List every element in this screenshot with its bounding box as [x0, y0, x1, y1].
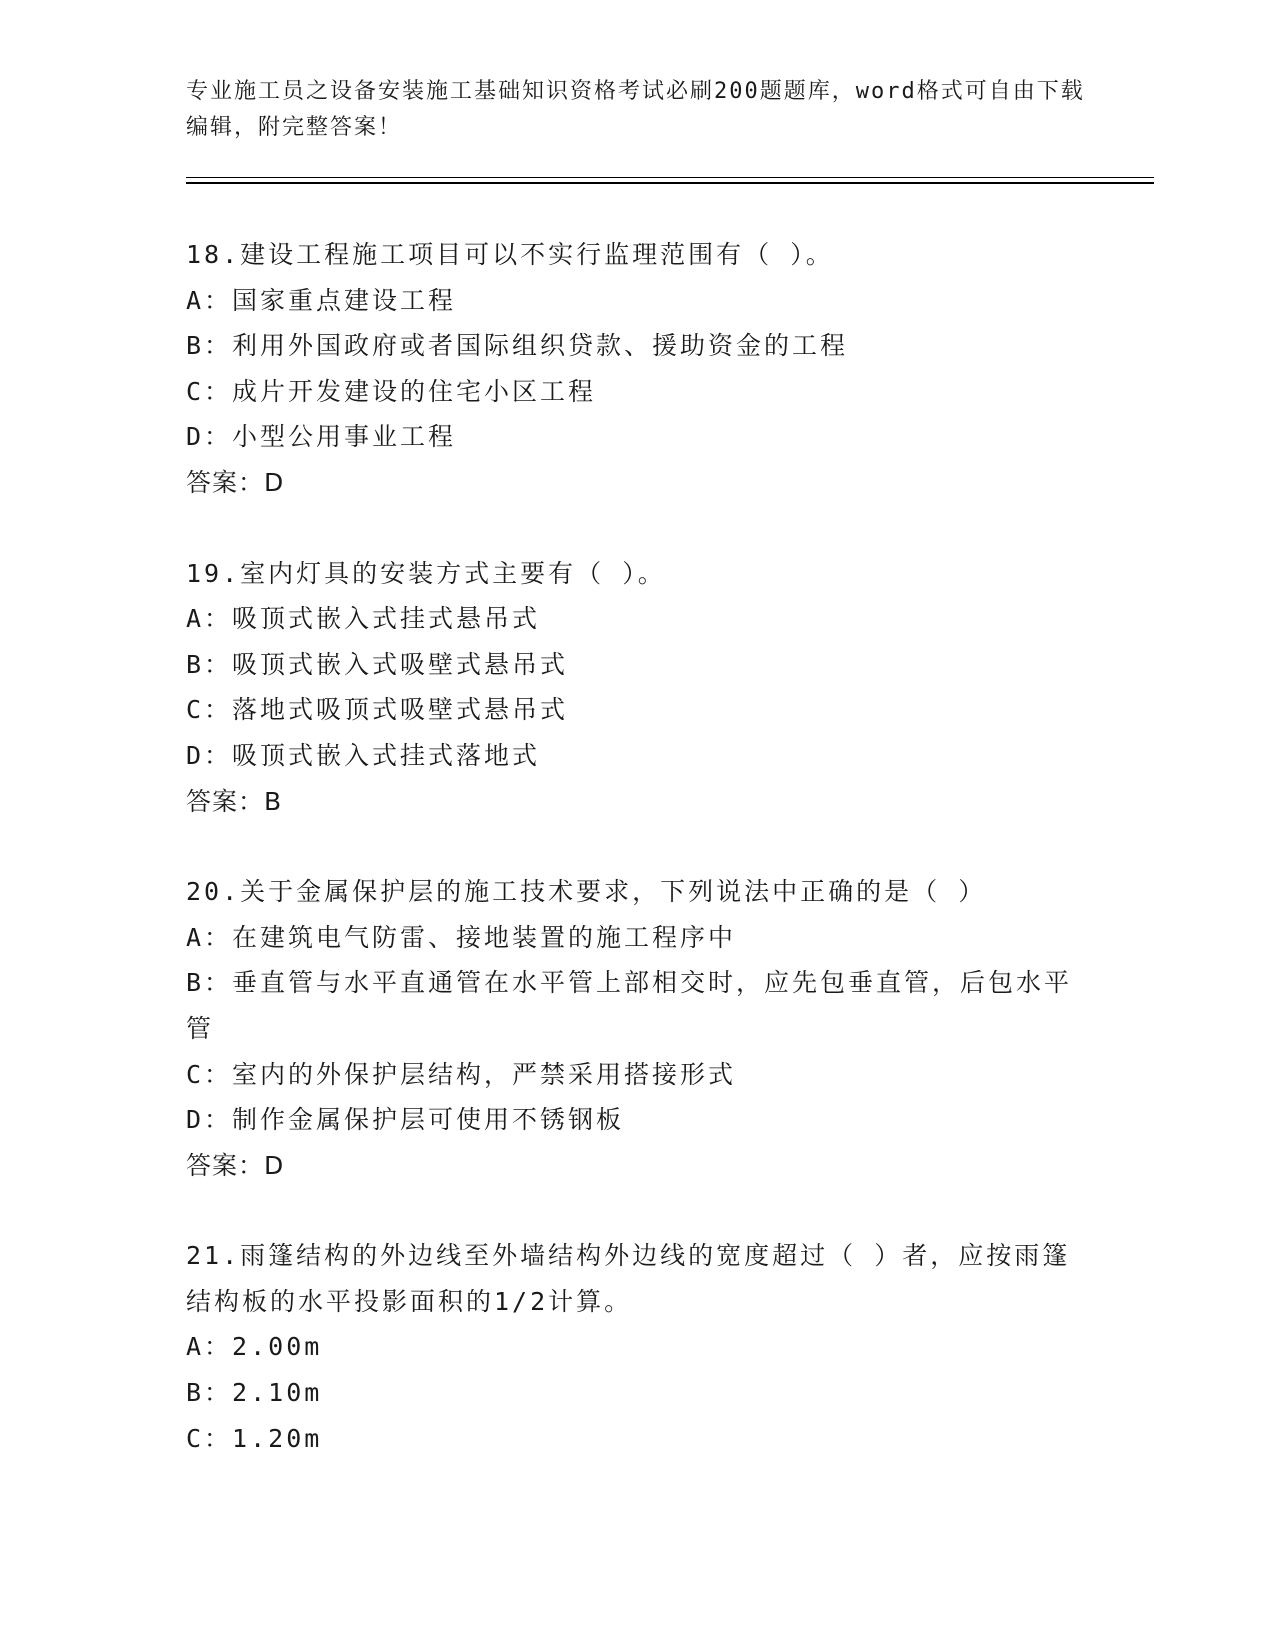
- option-c: C：室内的外保护层结构，严禁采用搭接形式: [186, 1059, 737, 1089]
- question-stem: 20.关于金属保护层的施工技术要求，下列说法中正确的是（ ）: [186, 877, 987, 907]
- option-c: C：落地式吸顶式吸壁式悬吊式: [186, 695, 569, 725]
- option-b: B：垂直管与水平直通管在水平管上部相交时，应先包垂直管，后包水平管: [186, 968, 1073, 1043]
- option-d: D：小型公用事业工程: [186, 422, 457, 452]
- option-c: C：成片开发建设的住宅小区工程: [186, 376, 597, 406]
- question-19: [186, 551, 1086, 825]
- answer-line: 答案：D: [186, 1150, 285, 1180]
- option-d: D：制作金属保护层可使用不锈钢板: [186, 1105, 625, 1135]
- option-a: A：2.00m: [186, 1332, 323, 1362]
- option-a: A：在建筑电气防雷、接地装置的施工程序中: [186, 922, 737, 952]
- question-stem: 21.雨篷结构的外边线至外墙结构外边线的宽度超过（ ）者，应按雨篷结构板的水平投影面积的1/2计算。: [186, 1241, 1071, 1316]
- header-text: 专业施工员之设备安装施工基础知识资格考试必刷200题题库，word格式可自由下载编辑，附完整答案！: [186, 79, 1085, 140]
- answer-line: 答案：B: [186, 786, 283, 816]
- option-a: A：吸顶式嵌入式挂式悬吊式: [186, 604, 541, 634]
- option-b: B：利用外国政府或者国际组织贷款、援助资金的工程: [186, 331, 849, 361]
- option-a: A：国家重点建设工程: [186, 285, 457, 315]
- question-list: [186, 232, 1086, 1506]
- question-20: [186, 869, 1086, 1188]
- option-b: B：吸顶式嵌入式吸壁式悬吊式: [186, 649, 569, 679]
- question-21: [186, 1233, 1086, 1461]
- document-header: [186, 74, 1086, 146]
- question-stem: 18.建设工程施工项目可以不实行监理范围有（ ）。: [186, 240, 834, 269]
- option-b: B：2.10m: [186, 1378, 323, 1408]
- header-divider-thick: [186, 182, 1154, 184]
- question-18: [186, 232, 1086, 506]
- header-divider-thin: [186, 177, 1154, 178]
- answer-line: 答案：D: [186, 467, 285, 497]
- question-stem: 19.室内灯具的安装方式主要有（ ）。: [186, 558, 666, 588]
- option-d: D：吸顶式嵌入式挂式落地式: [186, 740, 541, 770]
- option-c: C：1.20m: [186, 1423, 323, 1453]
